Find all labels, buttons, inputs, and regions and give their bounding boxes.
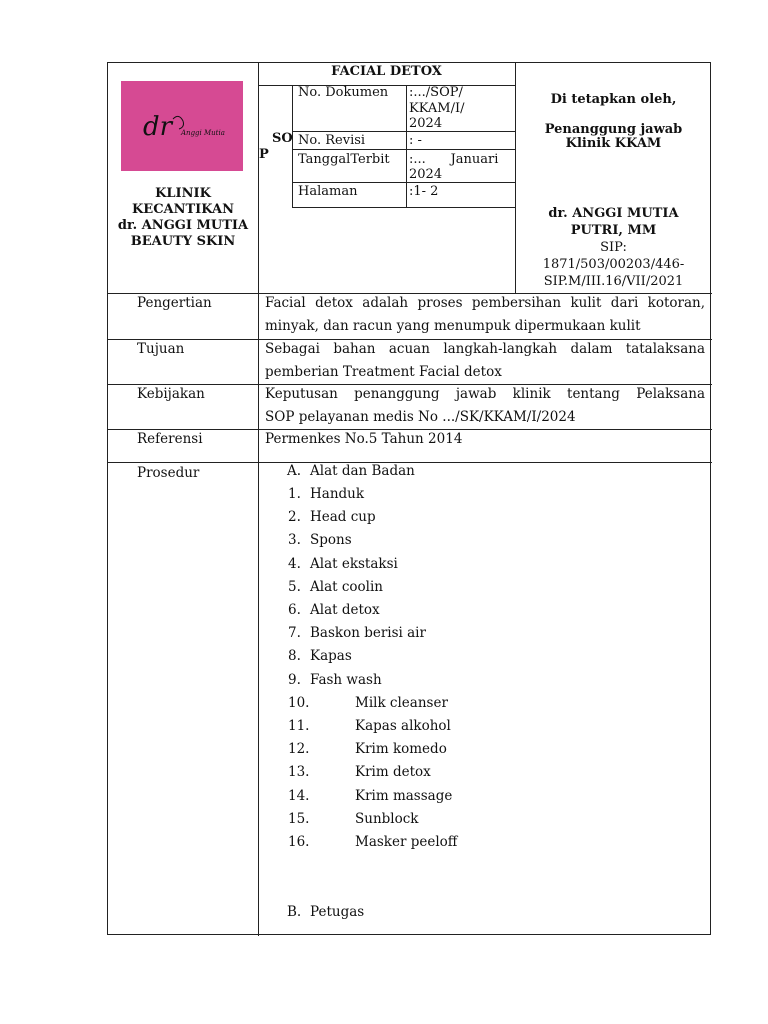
meta-label-revision: No. Revisi <box>298 133 366 148</box>
meta-label-document-number: No. Dokumen <box>298 85 389 100</box>
authority-role: Klinik KKAM <box>565 136 662 151</box>
authority-sip: 1871/503/00203/446- <box>542 257 685 272</box>
sop-document <box>107 62 711 935</box>
procedure-item-text: Krim massage <box>355 787 453 804</box>
authority-sip: SIP: <box>600 240 627 255</box>
procedure-item-number: 4. <box>288 555 301 572</box>
clinic-name-line: BEAUTY SKIN <box>130 234 236 249</box>
meta-row-divider <box>292 131 515 132</box>
procedure-item-number: 6. <box>288 602 301 618</box>
procedure-item-number: 11. <box>288 718 310 734</box>
procedure-item-text: Kapas alkohol <box>355 718 451 734</box>
section-text: pemberian Treatment Facial detox <box>265 364 502 380</box>
section-text: SOP pelayanan medis No .../SK/KKAM/I/2024 <box>265 409 576 425</box>
procedure-item-number: 16. <box>288 834 310 850</box>
section-label-referensi: Referensi <box>137 431 203 447</box>
group-a-title: Alat dan Badan <box>310 463 415 479</box>
procedure-item-text: Fash wash <box>310 671 382 688</box>
meta-value-revision: : - <box>409 133 422 148</box>
procedure-item-number: 13. <box>288 764 310 781</box>
clinic-logo <box>121 81 243 171</box>
meta-row-divider <box>292 149 515 150</box>
group-a-marker: A. <box>287 463 302 479</box>
procedure-item-text: Handuk <box>310 486 365 502</box>
procedure-item-number: 9. <box>288 671 301 688</box>
meta-row-divider <box>292 182 515 183</box>
procedure-item-number: 15. <box>288 810 310 827</box>
meta-value-divider <box>406 85 407 207</box>
procedure-item-text: Alat ekstaksi <box>310 555 398 572</box>
procedure-item-text: Sunblock <box>355 810 419 827</box>
clinic-name-line: dr. ANGGI MUTIA <box>117 218 249 233</box>
clinic-logo-mark <box>121 81 243 171</box>
procedure-item-text: Spons <box>310 532 352 549</box>
meta-value-issue-date: 2024 <box>409 167 443 182</box>
sop-label: SO <box>272 131 293 146</box>
section-label-kebijakan: Kebijakan <box>137 386 205 402</box>
procedure-item-text: Krim komedo <box>355 741 447 758</box>
procedure-item-number: 7. <box>288 625 301 642</box>
meta-label-issue-date: TanggalTerbit <box>298 152 390 167</box>
authority-sip: SIP.M/III.16/VII/2021 <box>543 274 684 289</box>
procedure-item-text: Alat detox <box>310 602 380 618</box>
meta-row-divider <box>292 207 515 208</box>
procedure-item-text: Head cup <box>310 509 376 526</box>
procedure-item-number: 3. <box>288 532 301 549</box>
meta-value-document-number: KKAM/I/ <box>409 101 465 116</box>
authority-role: Penanggung jawab <box>544 122 683 137</box>
section-label-tujuan: Tujuan <box>137 341 185 357</box>
authority-name: dr. ANGGI MUTIA <box>548 206 679 221</box>
meta-value-page: :1- 2 <box>409 184 439 199</box>
procedure-item-number: 5. <box>288 578 301 595</box>
svg-text:dr: dr <box>143 112 173 142</box>
clinic-name-line: KLINIK <box>155 186 211 201</box>
svg-text:Anggi Mutia: Anggi Mutia <box>181 129 225 137</box>
procedure-item-text: Kapas <box>310 648 352 665</box>
procedure-item-text: Baskon berisi air <box>310 625 426 642</box>
meta-label-page: Halaman <box>298 184 358 199</box>
procedure-item-text: Krim detox <box>355 764 431 781</box>
section-text: Keputusan penanggung jawab klinik tentang Pelaksana <box>265 386 705 402</box>
procedure-item-number: 10. <box>288 694 310 711</box>
procedure-item-text: Masker peeloff <box>355 834 458 850</box>
section-text: Permenkes No.5 Tahun 2014 <box>265 431 463 447</box>
section-text: minyak, dan racun yang menumpuk dipermukaan kulit <box>265 318 641 334</box>
column-divider <box>258 63 259 936</box>
set-by-label: Di tetapkan oleh, <box>550 92 677 107</box>
group-b-title: Petugas <box>310 904 365 920</box>
procedure-item-text: Milk cleanser <box>355 694 448 711</box>
meta-value-issue-date: :... Januari <box>409 152 499 167</box>
authority-name: PUTRI, MM <box>570 223 657 238</box>
section-label-prosedur: Prosedur <box>137 465 200 481</box>
group-b-marker: B. <box>287 904 302 920</box>
procedure-item-number: 8. <box>288 648 301 665</box>
meta-value-document-number: :.../SOP/ <box>409 85 463 100</box>
section-text: Facial detox adalah proses pembersihan kulit dari kotoran, <box>265 295 705 311</box>
procedure-item-number: 2. <box>288 509 301 526</box>
sop-label: P <box>259 147 269 162</box>
section-label-pengertian: Pengertian <box>137 295 212 311</box>
procedure-item-number: 12. <box>288 741 310 758</box>
clinic-name-line: KECANTIKAN <box>131 202 235 217</box>
meta-value-document-number: 2024 <box>409 116 443 131</box>
document-title: FACIAL DETOX <box>331 64 442 79</box>
procedure-item-number: 1. <box>288 486 301 502</box>
procedure-item-text: Alat coolin <box>310 578 383 595</box>
section-text: Sebagai bahan acuan langkah-langkah dalam tatalaksana <box>265 341 705 357</box>
procedure-item-number: 14. <box>288 787 310 804</box>
